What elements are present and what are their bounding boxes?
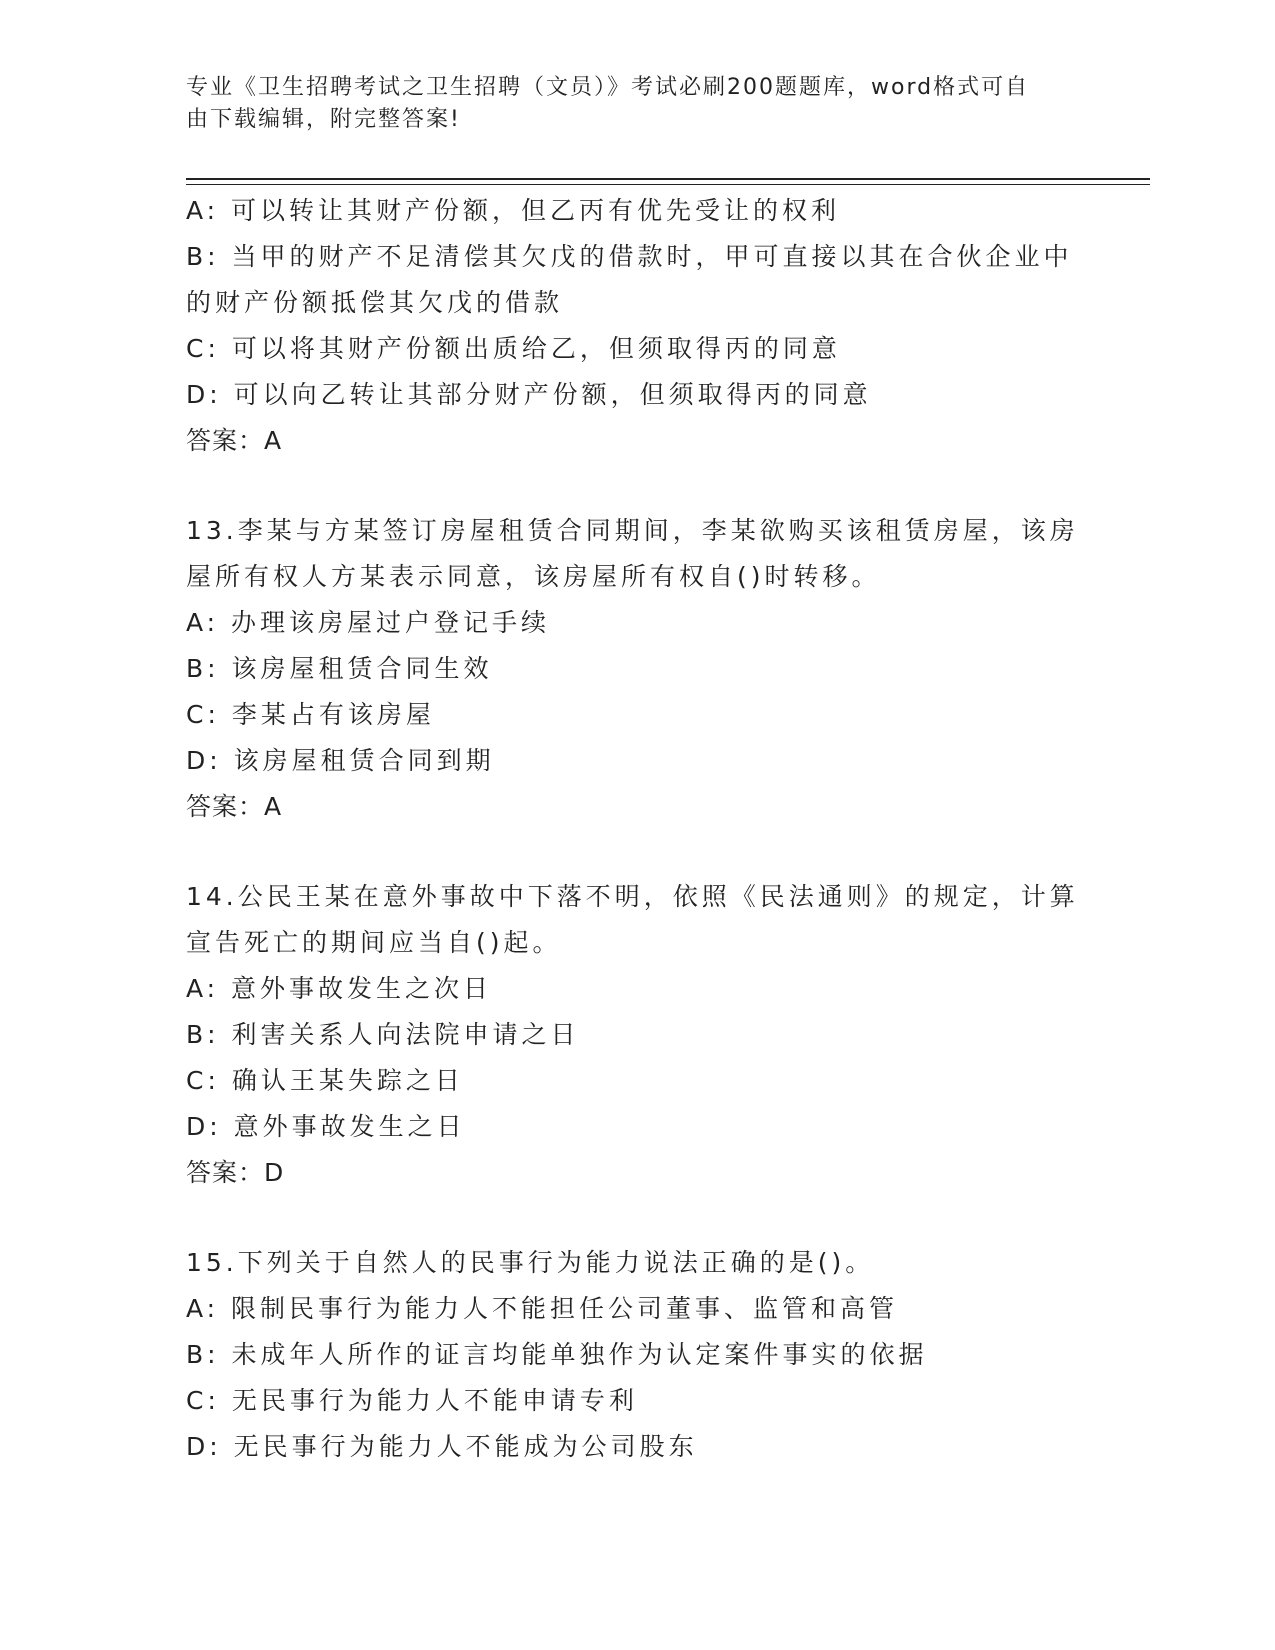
- option-b: B: 利害关系人向法院申请之日: [186, 1020, 580, 1049]
- option-b: B: 该房屋租赁合同生效: [186, 654, 493, 683]
- question-12-tail: [186, 188, 1086, 464]
- header-divider-thick: [186, 178, 1150, 180]
- question-stem-line-2: 屋所有权人方某表示同意，该房屋所有权自()时转移。: [186, 562, 881, 591]
- option-a: A: 可以转让其财产份额，但乙丙有优先受让的权利: [186, 196, 841, 225]
- spacer: [186, 464, 1086, 508]
- question-stem-line-1: 14.公民王某在意外事故中下落不明，依照《民法通则》的规定，计算: [186, 882, 1079, 911]
- header-line-2: 由下载编辑，附完整答案!: [186, 107, 461, 132]
- option-d: D: 无民事行为能力人不能成为公司股东: [186, 1432, 698, 1461]
- question-14: [186, 874, 1086, 1196]
- option-d: D: 可以向乙转让其部分财产份额，但须取得丙的同意: [186, 380, 872, 409]
- question-13: [186, 508, 1086, 830]
- option-b-line-2: 的财产份额抵偿其欠戊的借款: [186, 288, 564, 317]
- option-b: B: 未成年人所作的证言均能单独作为认定案件事实的依据: [186, 1340, 928, 1369]
- option-a: A: 意外事故发生之次日: [186, 974, 493, 1003]
- option-b-line-1: B: 当甲的财产不足清偿其欠戊的借款时，甲可直接以其在合伙企业中: [186, 242, 1073, 271]
- option-d: D: 该房屋租赁合同到期: [186, 746, 495, 775]
- question-content: [186, 188, 1086, 1470]
- question-stem-line-1: 13.李某与方某签订房屋租赁合同期间，李某欲购买该租赁房屋，该房: [186, 516, 1079, 545]
- header-divider-thin: [186, 184, 1150, 185]
- option-a: A: 限制民事行为能力人不能担任公司董事、监管和高管: [186, 1294, 899, 1323]
- question-stem-line-1: 15.下列关于自然人的民事行为能力说法正确的是()。: [186, 1248, 875, 1277]
- question-stem-line-2: 宣告死亡的期间应当自()起。: [186, 928, 562, 957]
- answer: 答案：A: [186, 792, 283, 821]
- option-d: D: 意外事故发生之日: [186, 1112, 466, 1141]
- option-c: C: 确认王某失踪之日: [186, 1066, 464, 1095]
- option-c: C: 无民事行为能力人不能申请专利: [186, 1386, 638, 1415]
- header-line-1: 专业《卫生招聘考试之卫生招聘（文员）》考试必刷200题题库，word格式可自: [186, 75, 1030, 100]
- answer: 答案：D: [186, 1158, 285, 1187]
- answer: 答案：A: [186, 426, 283, 455]
- spacer: [186, 830, 1086, 874]
- document-header: [186, 72, 1066, 136]
- option-a: A: 办理该房屋过户登记手续: [186, 608, 551, 637]
- option-c: C: 李某占有该房屋: [186, 700, 435, 729]
- question-15: [186, 1240, 1086, 1470]
- option-c: C: 可以将其财产份额出质给乙，但须取得丙的同意: [186, 334, 841, 363]
- spacer: [186, 1196, 1086, 1240]
